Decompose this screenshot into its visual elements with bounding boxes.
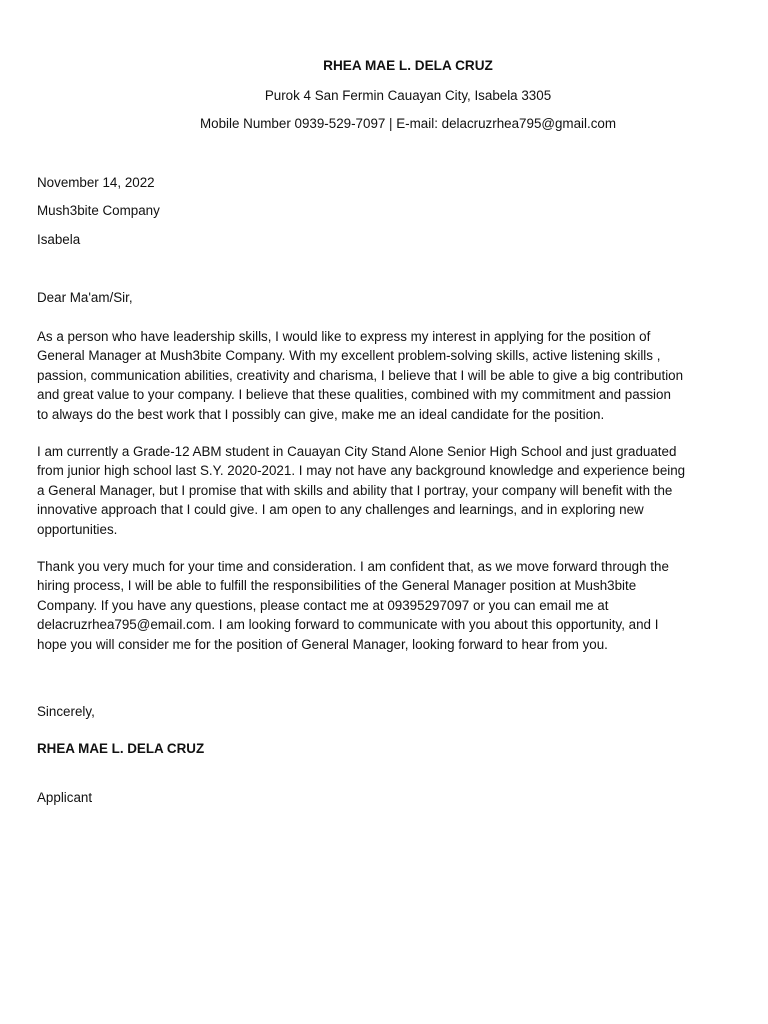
letter-date: November 14, 2022 <box>37 175 155 190</box>
body-paragraph-3: Thank you very much for your time and consideration. I am confident that, as we move forward through the hiring process, I will be able to fulfill the responsibilities of the General Manager position at Mush3bite Company. If you have any questions, please contact me at 09395297097 or you can email me at delacruzrhea795@email.com. I am looking forward to communicate with you about this opportunity, and I hope you will consider me for the position of General Manager, looking forward to hear from you. <box>37 559 669 652</box>
header-address: Purok 4 San Fermin Cauayan City, Isabela 3305 <box>264 88 552 103</box>
body-paragraph-2: I am currently a Grade-12 ABM student in Cauayan City Stand Alone Senior High School and just graduated from junior high school last S.Y. 2020-2021. I may not have any background knowledge and experience being a General Manager, but I promise that with skills and ability that I portray, your company will benefit with the innovative approach that I could give. I am open to any challenges and learnings, and in exploring new opportunities. <box>37 444 686 537</box>
signature-title: Applicant <box>37 790 93 805</box>
recipient-company: Mush3bite Company <box>37 203 160 218</box>
header-name: RHEA MAE L. DELA CRUZ <box>323 58 493 73</box>
signature-name: RHEA MAE L. DELA CRUZ <box>37 741 205 756</box>
salutation: Dear Ma'am/Sir, <box>37 290 133 305</box>
recipient-location: Isabela <box>37 232 81 247</box>
sign-off: Sincerely, <box>37 704 95 719</box>
body-paragraph-1: As a person who have leadership skills, I would like to express my interest in applying for the position of General Manager at Mush3bite Company. With my excellent problem-solving skills, active listening skills , passion, communication abilities, creativity and charisma, I believe that I will be able to give a big contribution and great value to your company. I believe that these qualities, combined with my commitment and passion to always do the best work that I possibly can give, make me an ideal candidate for the position. <box>37 329 684 422</box>
header-contact: Mobile Number 0939-529-7097 | E-mail: delacruzrhea795@gmail.com <box>199 116 617 131</box>
